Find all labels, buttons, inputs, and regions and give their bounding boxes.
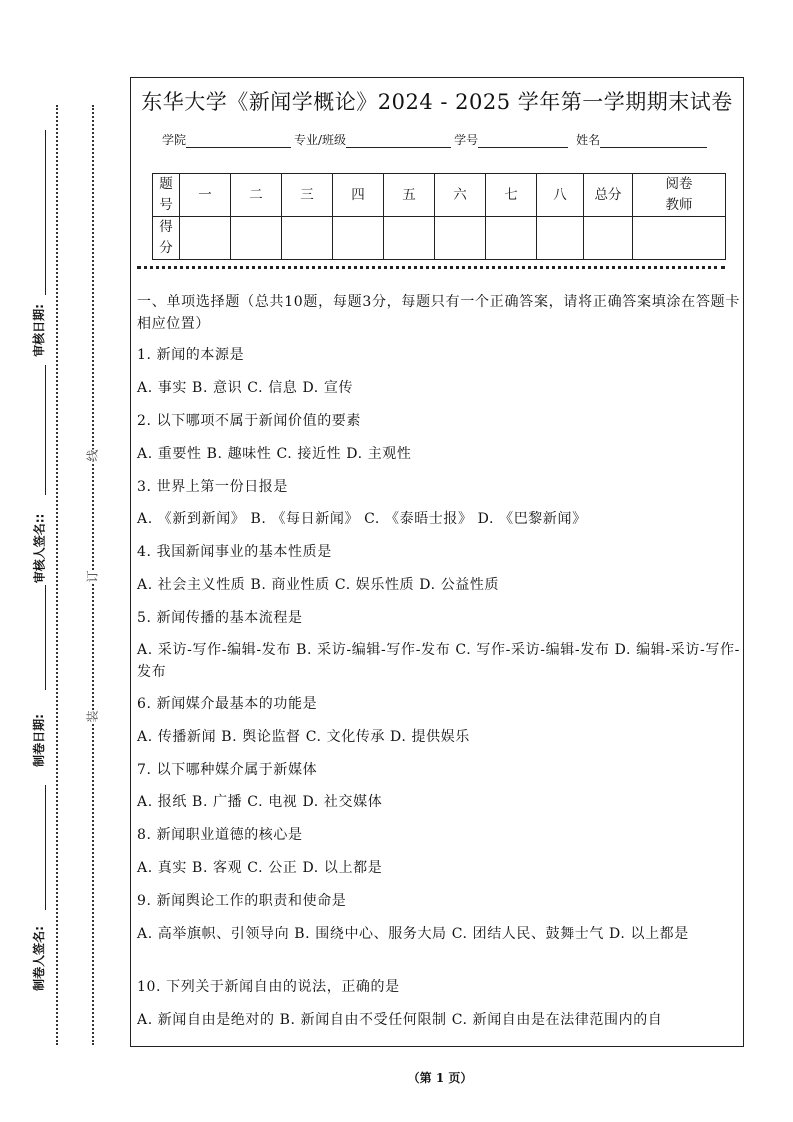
score-cell[interactable] [537, 217, 584, 260]
section-heading: 一、单项选择题（总共10题，每题3分，每题只有一个正确答案，请将正确答案填涂在答题卡相应位置） [137, 294, 740, 332]
score-table [152, 173, 726, 260]
student-id-label: 学号 [454, 133, 479, 147]
binding-mark-zhuang: 装 [85, 710, 100, 723]
score-cell[interactable] [584, 217, 633, 260]
question-options: A. 传播新闻 B. 舆论监督 C. 文化传承 D. 提供娱乐 [137, 729, 470, 745]
score-cell[interactable] [333, 217, 384, 260]
table-row [153, 174, 726, 217]
question-text: 7. 以下哪种媒介属于新媒体 [137, 762, 318, 778]
divider [137, 266, 725, 269]
signature-line [45, 130, 46, 295]
score-cell[interactable] [435, 217, 486, 260]
binding-dotted-line-outer [56, 105, 58, 1045]
signature-line [45, 365, 46, 495]
score-cell[interactable] [384, 217, 435, 260]
question-text: 10. 下列关于新闻自由的说法，正确的是 [137, 979, 400, 995]
binding-mark-ding: 订 [85, 570, 100, 583]
score-cell[interactable] [180, 217, 231, 260]
question-text: 9. 新闻舆论工作的职责和使命是 [137, 893, 347, 909]
binding-mark-line: 线 [85, 449, 100, 462]
question-options: A. 报纸 B. 广播 C. 电视 D. 社交媒体 [137, 794, 383, 810]
score-cell[interactable] [486, 217, 537, 260]
reviewer-signature-label: 审核人签名:: [32, 513, 47, 584]
score-cell[interactable] [231, 217, 282, 260]
column-header: 八 [537, 174, 584, 217]
student-id-field[interactable] [478, 133, 568, 148]
question-text: 1. 新闻的本源是 [137, 347, 245, 363]
question-options: A. 《新到新闻》 B. 《每日新闻》 C. 《泰晤士报》 D. 《巴黎新闻》 [137, 511, 587, 527]
table-row [153, 217, 726, 260]
question-text: 8. 新闻职业道德的核心是 [137, 827, 303, 843]
review-date-label: 审核日期: [31, 304, 46, 357]
compile-date-label: 制卷日期: [31, 714, 46, 767]
column-header: 五 [384, 174, 435, 217]
question-options: A. 社会主义性质 B. 商业性质 C. 娱乐性质 D. 公益性质 [137, 577, 500, 593]
exam-title: 东华大学《新闻学概论》2024 - 2025 学年第一学期期末试卷 [141, 90, 733, 114]
column-header: 二 [231, 174, 282, 217]
question-text: 4. 我国新闻事业的基本性质是 [137, 544, 332, 560]
question-options: A. 重要性 B. 趣味性 C. 接近性 D. 主观性 [137, 446, 412, 462]
name-label: 姓名 [576, 133, 601, 147]
student-info-row [162, 131, 710, 148]
page-number: （第 1 页） [407, 1071, 473, 1085]
question-options: A. 真实 B. 客观 C. 公正 D. 以上都是 [137, 860, 383, 876]
column-header: 一 [180, 174, 231, 217]
signature-line [45, 585, 46, 690]
signature-line [45, 785, 46, 910]
row-label: 题号 [153, 174, 180, 217]
college-field[interactable] [186, 133, 291, 148]
name-field[interactable] [600, 133, 707, 148]
column-header: 七 [486, 174, 537, 217]
question-options: A. 采访-写作-编辑-发布 B. 采访-编辑-写作-发布 C. 写作-采访-编辑-发布 D. 编辑-采访-写作-发布 [137, 642, 740, 680]
compiler-signature-label: 制卷人签名: [31, 926, 46, 991]
column-header: 总分 [584, 174, 633, 217]
question-text: 6. 新闻媒介最基本的功能是 [137, 696, 318, 712]
row-label: 得分 [153, 217, 180, 260]
column-header: 六 [435, 174, 486, 217]
question-text: 5. 新闻传播的基本流程是 [137, 610, 303, 626]
question-text: 3. 世界上第一份日报是 [137, 479, 289, 495]
major-class-field[interactable] [346, 133, 451, 148]
column-header: 四 [333, 174, 384, 217]
college-label: 学院 [162, 133, 187, 147]
score-cell[interactable] [282, 217, 333, 260]
question-options: A. 新闻自由是绝对的 B. 新闻自由不受任何限制 C. 新闻自由是在法律范围内的自 [137, 1012, 663, 1028]
column-header: 阅卷教师 [633, 174, 726, 217]
score-cell[interactable] [633, 217, 726, 260]
question-options: A. 事实 B. 意识 C. 信息 D. 宣传 [137, 380, 354, 396]
question-text: 2. 以下哪项不属于新闻价值的要素 [137, 413, 362, 429]
major-class-label: 专业/班级 [294, 133, 347, 147]
question-options: A. 高举旗帜、引领导向 B. 围绕中心、服务大局 C. 团结人民、鼓舞士气 D. 以上都是 [137, 926, 689, 942]
column-header: 三 [282, 174, 333, 217]
